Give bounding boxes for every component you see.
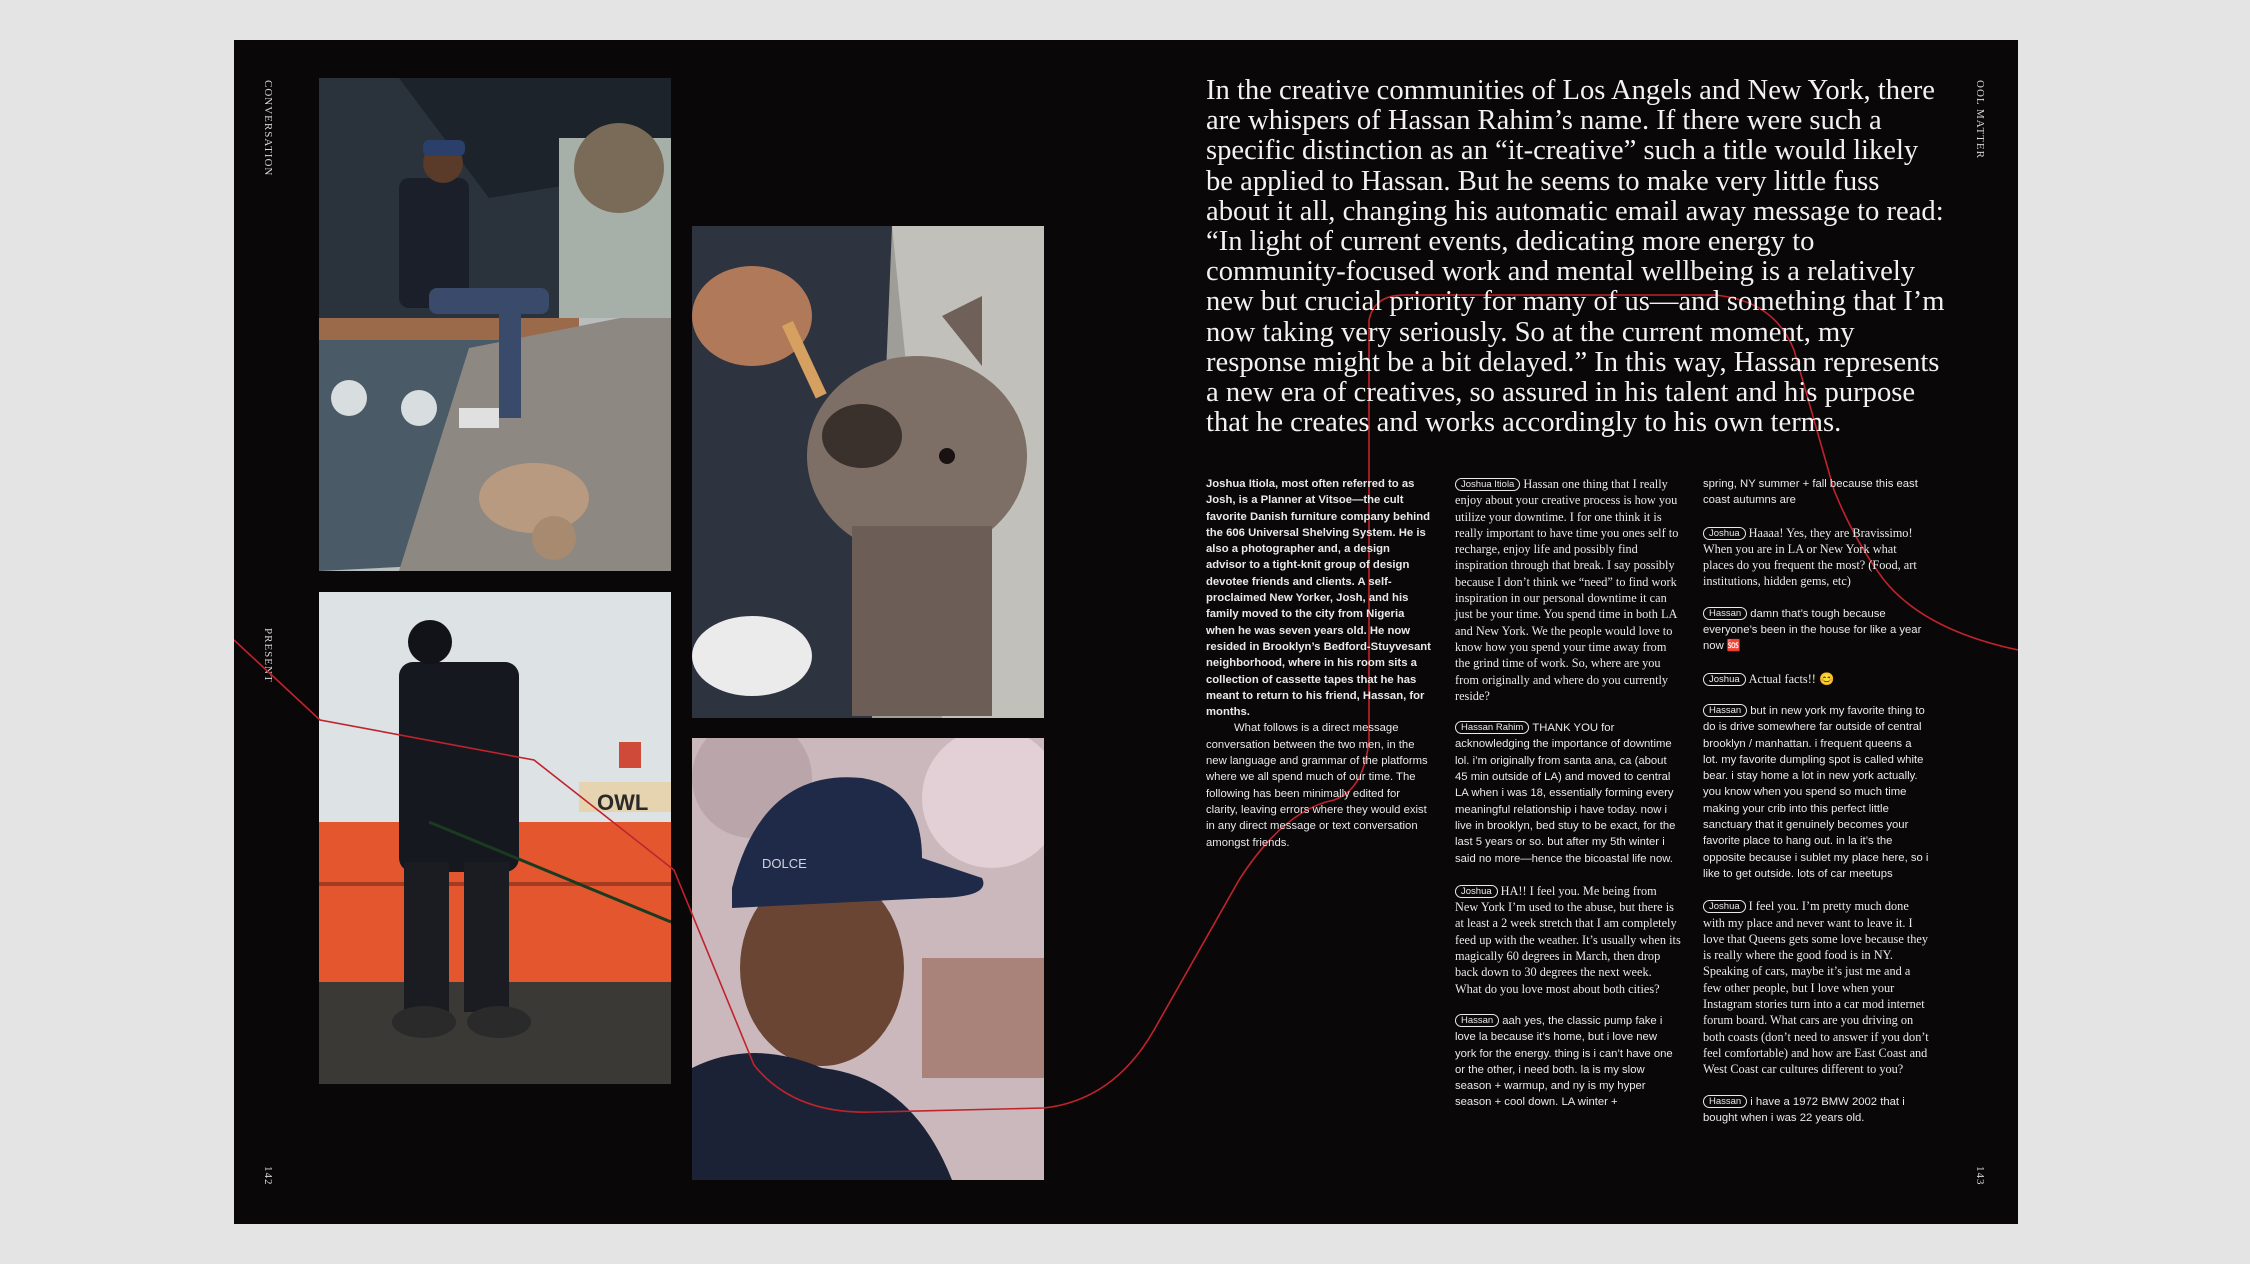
intro-paragraph: In the creative communities of Los Angels and New York, there are whispers of Hassan Rahim’s name. If there were such a specific distinction as an “it-creative” such a title would likely be applied to Hassan. But he seems to make very little fuss about it all, changing his automatic email away message to read: “In light of current events, dedicating more energy to community-focused work and mental wellbeing is a relatively new but crucial priority for many of us—and something that I’m now taking very seriously. So at the current moment, my response might be a bit delayed.” In this way, Hassan represents a new era of creatives, so assured in his talent and his purpose that he creates and works accordingly to his own terms. [1206, 75, 1945, 439]
message-text: Actual facts!! 😊 [1748, 671, 1835, 686]
speaker-tag: Joshua Itiola [1455, 478, 1520, 491]
text-column-3 [1703, 476, 1929, 1142]
section-label-right: OOL MATTER [1974, 80, 1986, 159]
message-block [1455, 883, 1681, 997]
speaker-tag: Joshua [1455, 885, 1498, 898]
message-text: THANK YOU for acknowledging the importance of downtime lol. i’m originally from santa ana, ca (about 45 min outside of LA) and moved to central LA when i was 18, essentially forming every meaningful relationship i have today. now i live in brooklyn, bed stuy to be exact, for the last 5 years or so. but after my 5th winter i said no more—hence the bicoastal life now. [1455, 722, 1676, 865]
message-block [1703, 898, 1929, 1077]
speaker-tag: Hassan [1703, 1095, 1747, 1108]
message-text: i have a 1972 BMW 2002 that i bought when i was 22 years old. [1703, 1095, 1905, 1124]
message-block [1455, 1013, 1681, 1111]
cap-text: DOLCE [762, 856, 807, 871]
page-number-right: 143 [1974, 1166, 1986, 1186]
speaker-tag: Joshua [1703, 673, 1746, 686]
message-block [1703, 525, 1929, 590]
text-column-2 [1455, 476, 1681, 1127]
bio-paragraph: Joshua Itiola, most often referred to as Josh, is a Planner at Vitsoe—the cult favorite Danish furniture company behind the 606 Universal Shelving System. He is also a photographer and, a design advisor to a tight-knit group of design devotee friends and clients. A self-proclaimed New Yorker, Josh, and his family moved to the city from Nigeria when he was seven years old. He now resided in Brooklyn’s Bedford-Stuyvesant neighborhood, where in his room sits a collection of cassette tapes that he has meant to return to his friend, Hassan, for months. [1206, 478, 1431, 719]
message-text: HA!! I feel you. Me being from New York I’m used to the abuse, but there is at least a 2 week stretch that I am completely feed up with the weather. It’s usually when its magically 60 degrees in March, then drop back down to 30 degrees the next week. What do you love most about both cities? [1455, 883, 1681, 996]
text-column-1 [1206, 476, 1432, 851]
photo-man-in-balaclava [319, 592, 671, 1084]
sign-text: OWL [597, 790, 649, 815]
message-text: damn that’s tough because everyone’s been in the house for like a year now 🆘 [1703, 607, 1922, 653]
speaker-tag: Hassan [1703, 704, 1747, 717]
photo-man-sitting-with-dog [319, 78, 671, 571]
message-block [1703, 671, 1929, 687]
message-text: aah yes, the classic pump fake i love la because it’s home, but i love new york for the energy. thing is i can’t have one or the other, i need both. la is my slow season + warmup, and ny is my hyper season + cool down. LA winter + [1455, 1014, 1673, 1109]
message-text: but in new york my favorite thing to do is drive somewhere far outside of central brooklyn / manhattan. i frequent queens a lot. my favorite dumpling spot is called white bear. i stay home a lot in new york actually. you know when you spend so much time making your crib into this perfect little sanctuary that it genuinely becomes your favorite place to hang out. in la it’s the opposite because i sublet my place here, so i like to get outside. lots of car meetups [1703, 704, 1929, 880]
message-block [1455, 720, 1681, 867]
speaker-tag: Joshua [1703, 527, 1746, 540]
speaker-tag: Hassan [1703, 607, 1747, 620]
photo-dog-eating-treat [692, 226, 1044, 718]
message-block [1703, 1094, 1929, 1127]
note-paragraph: What follows is a direct message conversation between the two men, in the new language and grammar of the platforms where we all spend much of our time. The following has been minimally edited for clarity, leaving errors where they would exist in any direct message or text conversation amongst friends. [1206, 722, 1428, 849]
message-block [1703, 606, 1929, 655]
section-label-conversation: CONVERSATION [262, 80, 274, 177]
message-block [1455, 476, 1681, 704]
magazine-spread [234, 40, 2018, 1224]
message-text: I feel you. I’m pretty much done with my place and never want to leave it. I love that Queens gets some love because they is really where the good food is in NY. Speaking of cars, maybe it’s just me and a few other people, but I love when your Instagram stories turn into a car mod internet forum board. What cars are you driving on both coasts (don’t need to answer if you don’t feel comfortable) and how are East Coast and West Coast car cultures different to you? [1703, 899, 1929, 1077]
message-block [1703, 476, 1929, 509]
page-number-left: 142 [262, 1166, 274, 1186]
message-text: spring, NY summer + fall because this east coast autumns are [1703, 478, 1918, 507]
message-text: Haaaa! Yes, they are Bravissimo! When you are in LA or New York what places do you frequent the most? (Food, art institutions, hidden gems, etc) [1703, 525, 1917, 589]
speaker-tag: Hassan Rahim [1455, 721, 1529, 734]
speaker-tag: Joshua [1703, 900, 1746, 913]
message-block [1703, 703, 1929, 882]
photo-man-in-cap [692, 738, 1044, 1180]
speaker-tag: Hassan [1455, 1014, 1499, 1027]
section-label-present: PRESENT [262, 628, 274, 683]
message-text: Hassan one thing that I really enjoy about your creative process is how you utilize your downtime. I for one think it is really important to have time you ones self to recharge, enjoy life and possibly find inspiration through that break. I say possibly because I don’t think we “need” to find work inspiration in our personal downtime it can just be your time. You spend time in both LA and New York. We the people would love to know how you spend your time away from the grind time of work. So, where are you from originally and where do you currently reside? [1455, 477, 1679, 703]
